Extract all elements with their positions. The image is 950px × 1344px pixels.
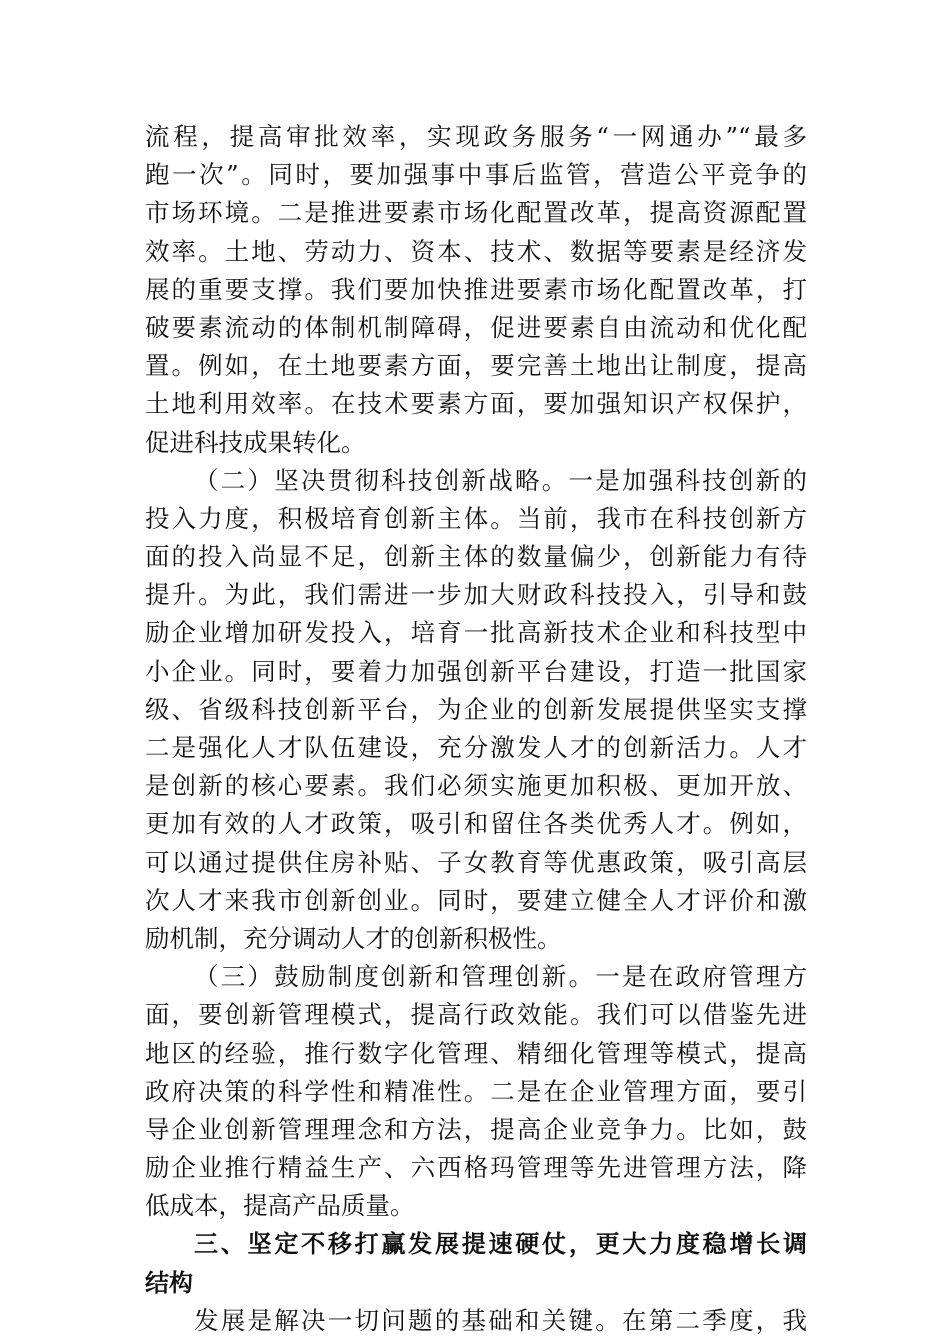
body-text-line: 效率。土地、劳动力、资本、技术、数据等要素是经济发 <box>145 236 807 266</box>
body-text-line: 小企业。同时，要着力加强创新平台建设，打造一批国家 <box>145 656 807 686</box>
body-text-line: 面，要创新管理模式，提高行政效能。我们可以借鉴先进 <box>145 1000 807 1030</box>
document-page <box>145 118 807 1340</box>
body-text-line: 低成本，提高产品质量。 <box>145 1191 415 1221</box>
body-text-line: 是创新的核心要素。我们必须实施更加积极、更加开放、 <box>145 771 807 801</box>
section-heading-continuation: 结构 <box>145 1268 193 1297</box>
body-text-line: 市场环境。二是推进要素市场化配置改革，提高资源配置 <box>145 198 807 228</box>
body-text-line: 政府决策的科学性和精准性。二是在企业管理方面，要引 <box>145 1076 807 1106</box>
body-text-line: 可以通过提供住房补贴、子女教育等优惠政策，吸引高层 <box>145 847 807 877</box>
body-text-line: 励企业推行精益生产、六西格玛管理等先进管理方法，降 <box>145 1153 807 1183</box>
body-text-line: 流程，提高审批效率，实现政务服务“一网通办”“最多 <box>145 122 807 151</box>
body-text-line: 二是强化人才队伍建设，充分激发人才的创新活力。人才 <box>145 733 807 762</box>
section-heading: 三、坚定不移打赢发展提速硬仗，更大力度稳增长调 <box>194 1230 807 1259</box>
body-paragraph-start: 发展是解决一切问题的基础和关键。在第二季度，我 <box>194 1305 807 1335</box>
body-text-line: 励企业增加研发投入，培育一批高新技术企业和科技型中 <box>145 618 807 648</box>
body-text-line: 跑一次”。同时，要加强事中事后监管，营造公平竞争的 <box>145 160 807 190</box>
body-text-line: 次人才来我市创新创业。同时，要建立健全人才评价和激 <box>145 885 807 915</box>
body-text-line: 展的重要支撑。我们要加快推进要素市场化配置改革，打 <box>145 274 807 304</box>
body-text-line: 投入力度，积极培育创新主体。当前，我市在科技创新方 <box>145 503 807 533</box>
body-text-line: 励机制，充分调动人才的创新积极性。 <box>145 923 562 953</box>
body-text-line: 土地利用效率。在技术要素方面，要加强知识产权保护， <box>145 389 807 419</box>
body-text-line: 地区的经验，推行数字化管理、精细化管理等模式，提高 <box>145 1038 807 1068</box>
body-text-line: 级、省级科技创新平台，为企业的创新发展提供坚实支撑 <box>145 694 807 724</box>
body-text-line: 提升。为此，我们需进一步加大财政科技投入，引导和鼓 <box>145 580 807 610</box>
body-text-line: 导企业创新管理理念和方法，提高企业竞争力。比如，鼓 <box>145 1114 807 1144</box>
section-paragraph-start: （三）鼓励制度创新和管理创新。一是在政府管理方 <box>194 962 807 992</box>
body-text-line: 面的投入尚显不足，创新主体的数量偏少，创新能力有待 <box>145 542 807 572</box>
section-paragraph-start: （二）坚决贯彻科技创新战略。一是加强科技创新的 <box>194 465 807 495</box>
body-text-line: 破要素流动的体制机制障碍，促进要素自由流动和优化配 <box>145 312 807 342</box>
body-text-line: 更加有效的人才政策，吸引和留住各类优秀人才。例如， <box>145 809 807 839</box>
body-text-line: 置。例如，在土地要素方面，要完善土地出让制度，提高 <box>145 351 807 381</box>
body-text-line: 促进科技成果转化。 <box>145 427 366 457</box>
